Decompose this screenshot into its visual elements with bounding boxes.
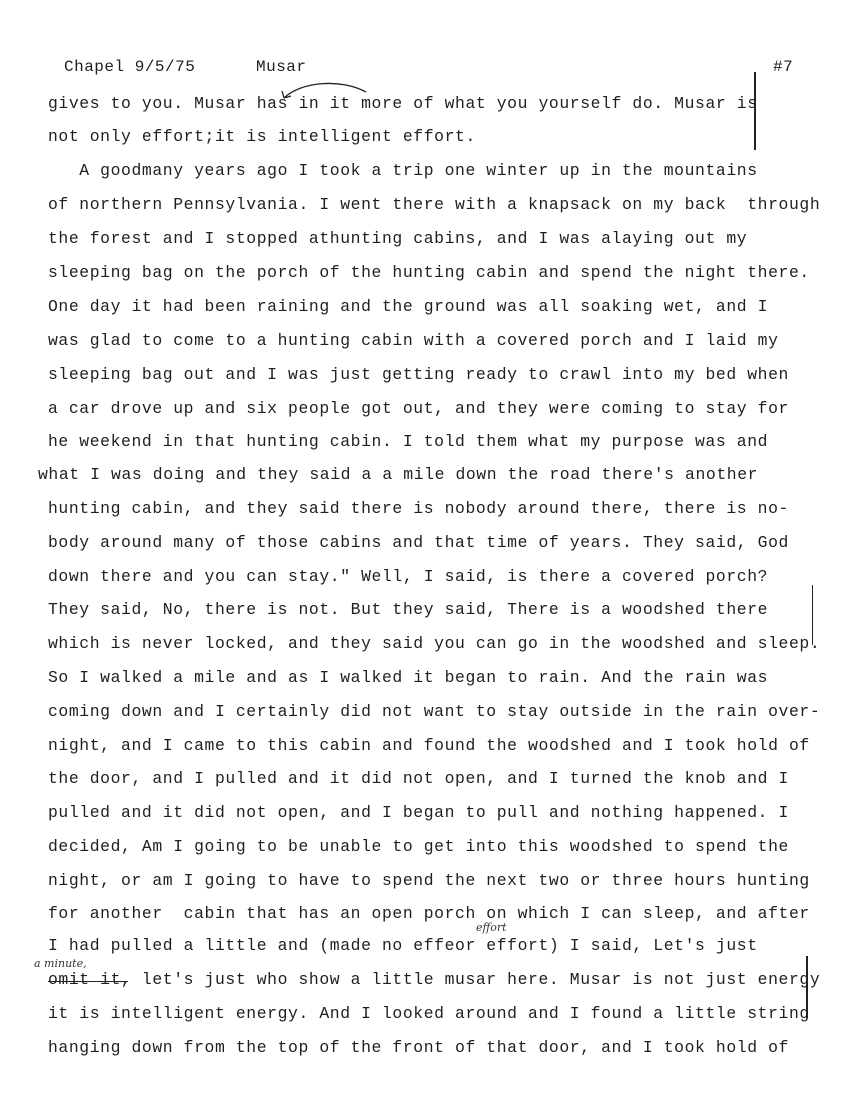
margin-bracket-mark — [754, 72, 756, 150]
text-line: it is intelligent energy. And I looked around and I found a little string — [48, 1004, 810, 1023]
text-line: I had pulled a little and (made no effeor effort) I said, Let's just — [48, 936, 758, 955]
text-line: decided, Am I going to be unable to get into this woodshed to spend the — [48, 837, 789, 856]
text-line: sleeping bag on the porch of the hunting cabin and spend the night there. — [48, 263, 810, 282]
text-line: night, and I came to this cabin and found the woodshed and I took hold of — [48, 736, 810, 755]
text-line: So I walked a mile and as I walked it began to rain. And the rain was — [48, 668, 769, 687]
text-line: body around many of those cabins and that time of years. They said, God — [48, 533, 789, 552]
text-line: omit it, let's just who show a little musar here. Musar is not just energy — [48, 970, 821, 989]
text-line: sleeping bag out and I was just getting ready to crawl into my bed when — [48, 365, 789, 384]
text-line: not only effort;it is intelligent effort. — [48, 127, 476, 146]
text-line: coming down and I certainly did not want to stay outside in the rain over- — [48, 702, 821, 721]
margin-bracket-mark — [806, 956, 808, 1018]
text-line: was glad to come to a hunting cabin with a covered porch and I laid my — [48, 331, 779, 350]
header-title: Musar — [256, 58, 307, 76]
text-line: gives to you. Musar has in it more of what you yourself do. Musar is — [48, 94, 758, 113]
insertion-arc-mark — [280, 80, 380, 102]
text-line: down there and you can stay." Well, I said, is there a covered porch? — [48, 567, 769, 586]
header-chapel-date: Chapel 9/5/75 — [64, 58, 196, 76]
strikethrough-mark — [48, 981, 128, 982]
text-line: for another cabin that has an open porch on which I can sleep, and after — [48, 904, 810, 923]
text-line: pulled and it did not open, and I began to pull and nothing happened. I — [48, 803, 789, 822]
text-line: what I was doing and they said a a mile down the road there's another — [38, 465, 759, 484]
margin-bracket-mark — [812, 585, 813, 645]
text-line: hunting cabin, and they said there is nobody around there, there is no- — [48, 499, 789, 518]
text-line: which is never locked, and they said you can go in the woodshed and sleep. — [48, 634, 821, 653]
text-line: A goodmany years ago I took a trip one winter up in the mountains — [48, 161, 758, 180]
text-line: One day it had been raining and the ground was all soaking wet, and I — [48, 297, 769, 316]
text-line: of northern Pennsylvania. I went there with a knapsack on my back through — [48, 195, 821, 214]
text-line: They said, No, there is not. But they said, There is a woodshed there — [48, 600, 769, 619]
text-line: hanging down from the top of the front of that door, and I took hold of — [48, 1038, 789, 1057]
handwritten-annotation: a minute, — [34, 957, 87, 970]
text-line: he weekend in that hunting cabin. I told them what my purpose was and — [48, 432, 769, 451]
handwritten-annotation: effort — [476, 921, 507, 934]
page-number: #7 — [773, 58, 794, 76]
text-line: the door, and I pulled and it did not open, and I turned the knob and I — [48, 769, 789, 788]
text-line: a car drove up and six people got out, and they were coming to stay for — [48, 399, 789, 418]
text-line: night, or am I going to have to spend the next two or three hours hunting — [48, 871, 810, 890]
text-line: the forest and I stopped athunting cabins, and I was alaying out my — [48, 229, 748, 248]
